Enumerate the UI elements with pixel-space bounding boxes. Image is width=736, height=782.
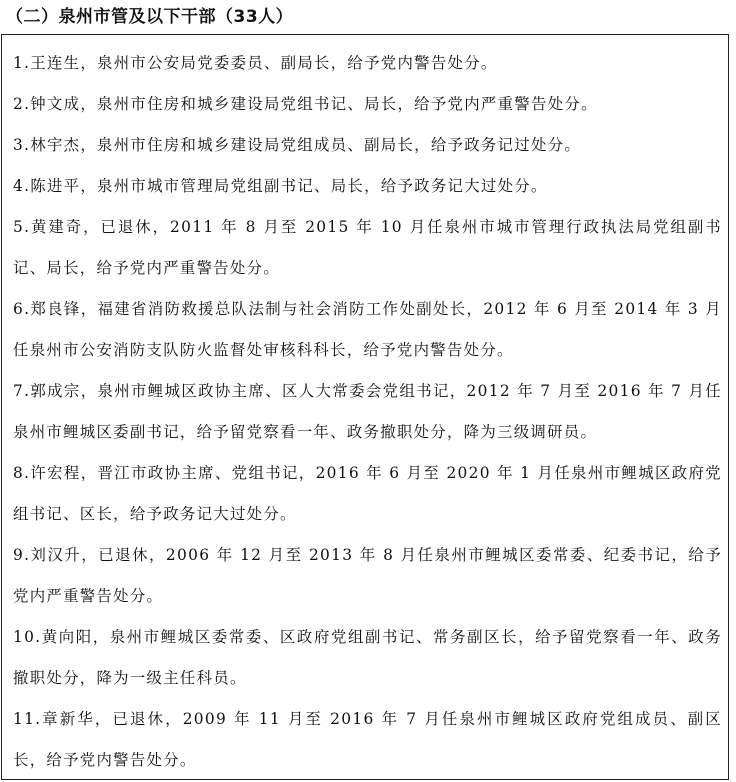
list-item: 5.黄建奇，已退休，2011 年 8 月至 2015 年 10 月任泉州市城市管理行政执法局党组副书记、局长，给予党内严重警告处分。 — [13, 218, 722, 277]
section-heading: （二）泉州市管及以下干部（33人） — [6, 7, 294, 27]
list-item: 8.许宏程，晋江市政协主席、党组书记，2016 年 6 月至 2020 年 1 月任泉州市鲤城区政府党组书记、区长，给予政务记大过处分。 — [13, 464, 722, 523]
list-item: 4.陈进平，泉州市城市管理局党组副书记、局长，给予政务记大过处分。 — [13, 177, 548, 195]
list-item: 3.林宇杰，泉州市住房和城乡建设局党组成员、副局长，给予政务记过处分。 — [13, 136, 582, 154]
disciplinary-list — [1, 34, 729, 780]
list-item: 2.钟文成，泉州市住房和城乡建设局党组书记、局长，给予党内严重警告处分。 — [13, 95, 598, 113]
list-item: 10.黄向阳，泉州市鲤城区委常委、区政府党组副书记、常务副区长，给予留党察看一年、政务撤职处分，降为一级主任科员。 — [13, 628, 722, 687]
list-item: 7.郭成宗，泉州市鲤城区政协主席、区人大常委会党组书记，2012 年 7 月至 2016 年 7 月任泉州市鲤城区委副书记，给予留党察看一年、政务撤职处分，降为三级调研员。 — [13, 382, 722, 441]
list-item: 1.王连生，泉州市公安局党委委员、副局长，给予党内警告处分。 — [13, 54, 498, 72]
list-item: 6.郑良锋，福建省消防救援总队法制与社会消防工作处副处长，2012 年 6 月至 2014 年 3 月任泉州市公安消防支队防火监督处审核科科长，给予党内警告处分。 — [13, 300, 722, 359]
list-item: 11.章新华，已退休，2009 年 11 月至 2016 年 7 月任泉州市鲤城区政府党组成员、副区长，给予党内警告处分。 — [13, 710, 722, 769]
list-item: 9.刘汉升，已退休，2006 年 12 月至 2013 年 8 月任泉州市鲤城区委常委、纪委书记，给予党内严重警告处分。 — [13, 546, 722, 605]
